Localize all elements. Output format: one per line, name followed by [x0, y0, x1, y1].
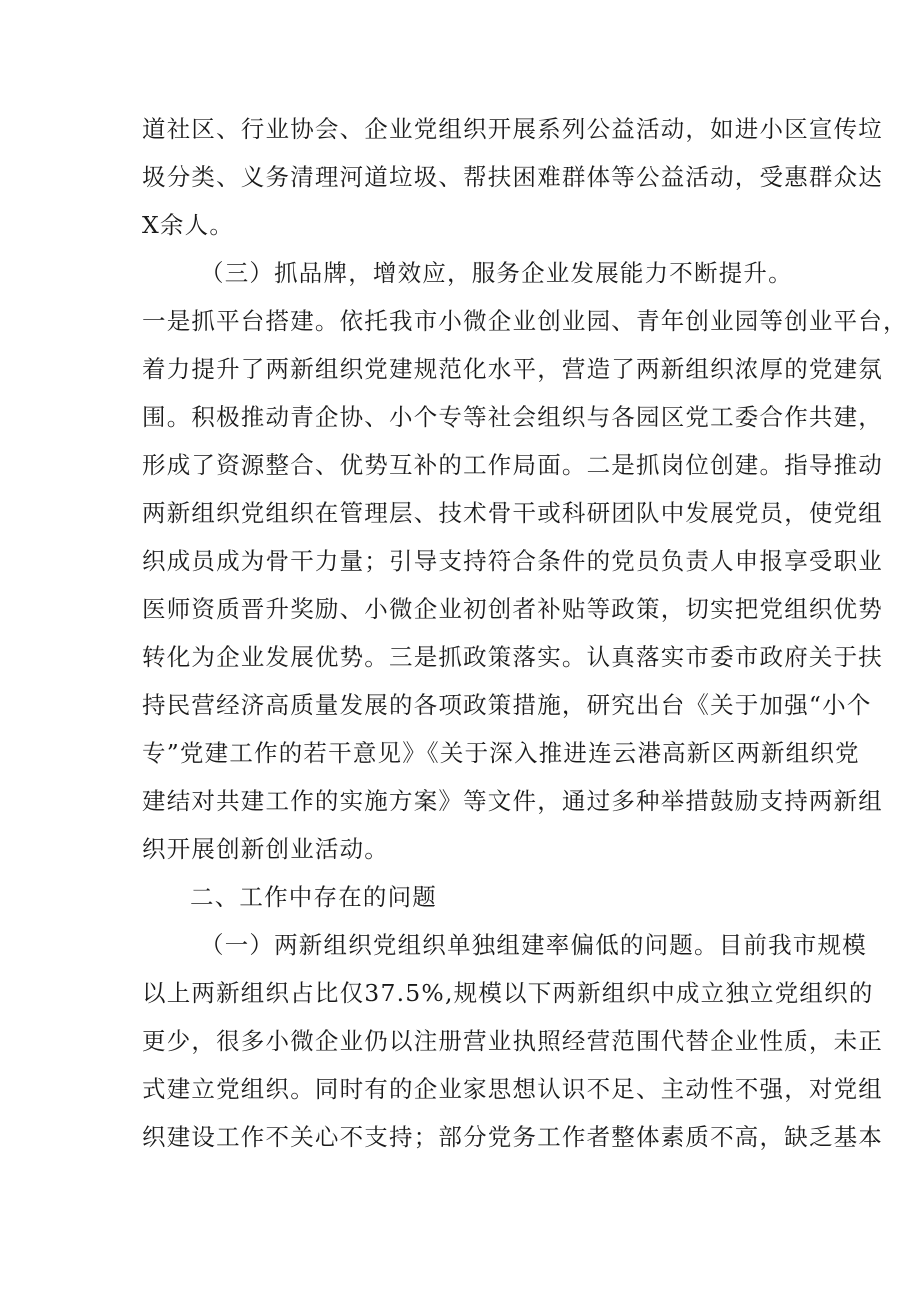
body-text-line: 道社区、行业协会、企业党组织开展系列公益活动，如进小区宣传垃 [142, 115, 883, 143]
body-text-line: 围。积极推动青企协、小个专等社会组织与各园区党工委合作共建， [142, 403, 883, 431]
body-text-line: 形成了资源整合、优势互补的工作局面。二是抓岗位创建。指导推动 [142, 451, 883, 479]
body-text-line: 持民营经济高质量发展的各项政策措施，研究出台《关于加强“小个 [142, 691, 872, 719]
body-text-line: 圾分类、义务清理河道垃圾、帮扶困难群体等公益活动，受惠群众达 [142, 163, 883, 191]
body-text-line: 更少，很多小微企业仍以注册营业执照经营范围代替企业性质，未正 [142, 1027, 883, 1055]
chapter-heading: 二、工作中存在的问题 [190, 883, 437, 911]
body-text-line: 织开展创新创业活动。 [142, 835, 389, 863]
body-text-line: 一是抓平台搭建。依托我市小微企业创业园、青年创业园等创业平台， [142, 307, 908, 335]
body-text-line: 着力提升了两新组织党建规范化水平，营造了两新组织浓厚的党建氛 [142, 355, 883, 383]
section-heading: （三）抓品牌，增效应，服务企业发展能力不断提升。 [200, 259, 793, 287]
body-text-line: 专”党建工作的若干意见》《关于深入推进连云港高新区两新组织党 [142, 739, 860, 767]
body-text-line: 以上两新组织占比仅37.5%,规模以下两新组织中成立独立党组织的 [142, 979, 874, 1007]
body-text-line: 织成员成为骨干力量；引导支持符合条件的党员负责人申报享受职业 [142, 547, 883, 575]
paragraph-first-line: （一）两新组织党组织单独组建率偏低的问题。目前我市规模 [200, 931, 867, 959]
body-text-line: X余人。 [142, 211, 235, 239]
body-text-line: 织建设工作不关心不支持；部分党务工作者整体素质不高，缺乏基本 [142, 1123, 883, 1151]
body-text-line: 转化为企业发展优势。三是抓政策落实。认真落实市委市政府关于扶 [142, 643, 883, 671]
body-text-line: 两新组织党组织在管理层、技术骨干或科研团队中发展党员，使党组 [142, 499, 883, 527]
body-text-line: 建结对共建工作的实施方案》等文件，通过多种举措鼓励支持两新组 [142, 787, 883, 815]
body-text-line: 式建立党组织。同时有的企业家思想认识不足、主动性不强，对党组 [142, 1075, 883, 1103]
body-text-line: 医师资质晋升奖励、小微企业初创者补贴等政策，切实把党组织优势 [142, 595, 883, 623]
